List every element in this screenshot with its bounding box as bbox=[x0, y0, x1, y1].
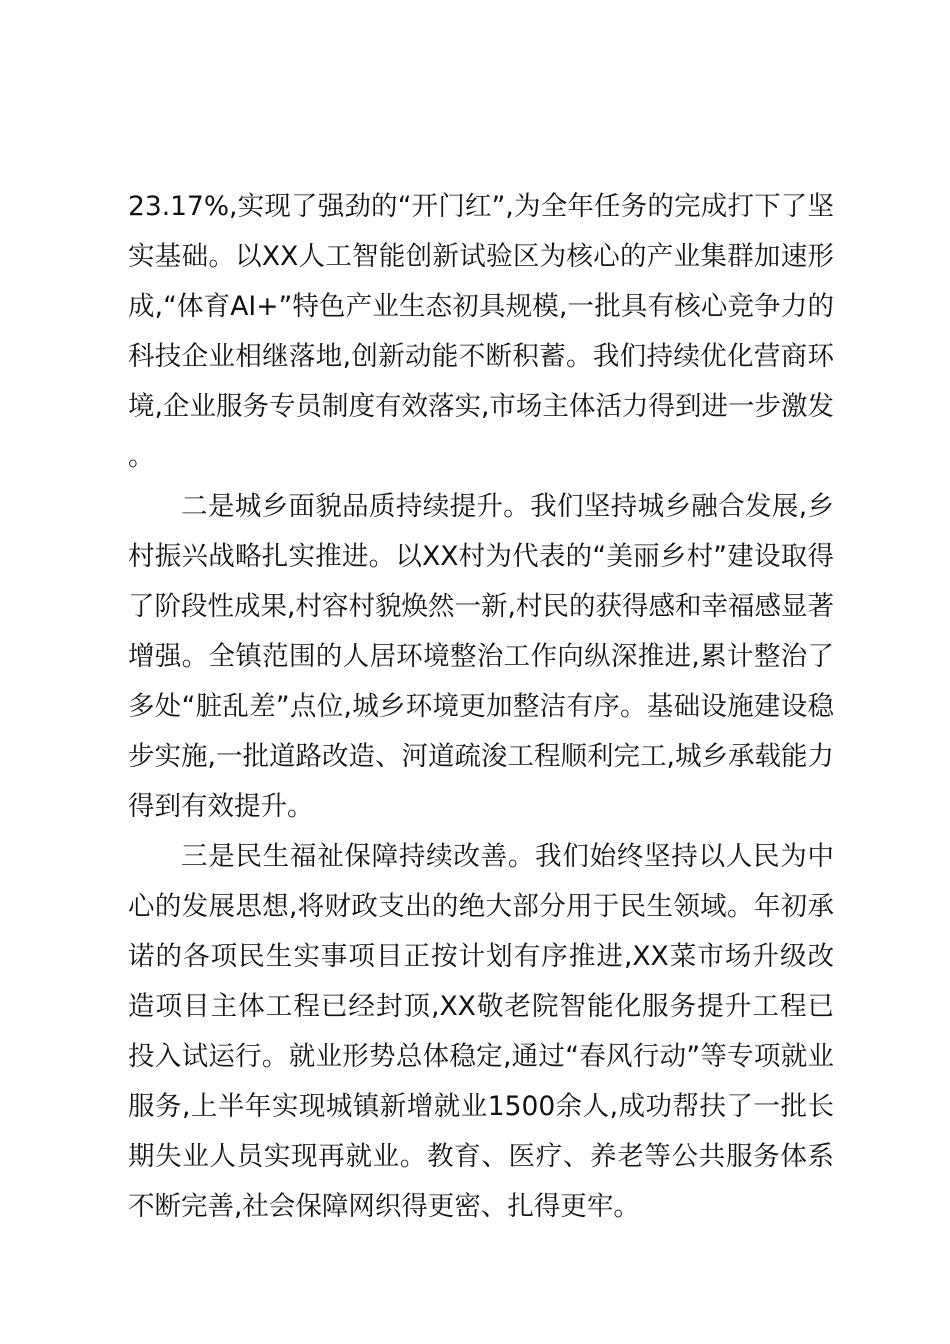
paragraph-economy-continued: 23.17%,实现了强劲的“开门红”,为全年任务的完成打下了坚实基础。以XX人工智能创新试验区为核心的产业集群加速形成,“体育AI+”特色产业生态初具规模,一批具有核心竞争力的科技企业相继落地,创新动能不断积蓄。我们持续优化营商环境,企业服务专员制度有效落实,市场主体活力得到进一步激发。 bbox=[128, 191, 834, 472]
document-body bbox=[128, 182, 834, 1232]
paragraph-urban-rural: 二是城乡面貌品质持续提升。我们坚持城乡融合发展,乡村振兴战略扎实推进。以XX村为代表的“美丽乡村”建设取得了阶段性成果,村容村貌焕然一新,村民的获得感和幸福感显著增强。全镇范围的人居环境整治工作向纵深推进,累计整治了多处“脏乱差”点位,城乡环境更加整洁有序。基础设施建设稳步实施,一批道路改造、河道疏浚工程顺利完工,城乡承载能力得到有效提升。 bbox=[128, 491, 834, 822]
paragraph-livelihood: 三是民生福祉保障持续改善。我们始终坚持以人民为中心的发展思想,将财政支出的绝大部分用于民生领域。年初承诺的各项民生实事项目正按计划有序推进,XX菜市场升级改造项目主体工程已经封顶,XX敬老院智能化服务提升工程已投入试运行。就业形势总体稳定,通过“春风行动”等专项就业服务,上半年实现城镇新增就业1500余人,成功帮扶了一批长期失业人员实现再就业。教育、医疗、养老等公共服务体系不断完善,社会保障网织得更密、扎得更牢。 bbox=[128, 841, 834, 1222]
